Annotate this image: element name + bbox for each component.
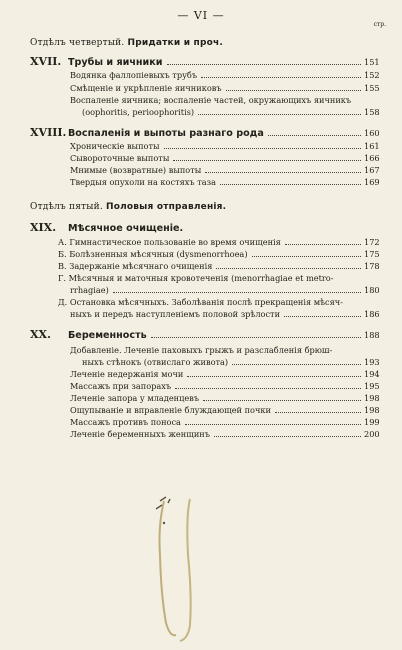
paper-stain-mark — [146, 495, 208, 643]
leader-dots — [284, 315, 361, 317]
entry-text: Г. Мѣсячныя и маточныя кровотеченія (menorrhagiae et metro- — [58, 273, 334, 283]
page-ref: 194 — [364, 369, 380, 379]
chapter-number: XVII. — [30, 55, 62, 68]
page-ref: 200 — [364, 429, 380, 439]
chapter-number: XVIII. — [30, 126, 67, 139]
toc-entry — [70, 153, 378, 163]
chapter-title: Трубы и яичники — [68, 57, 163, 68]
leader-dots — [201, 76, 361, 78]
entry-text: Леченіе запора у младенцевъ — [70, 393, 200, 403]
chapter-row — [30, 126, 378, 139]
entry-text: Леченіе недержанія мочи — [70, 369, 184, 379]
entry-text: Добавленіе. Леченіе паховыхъ грыжъ и разслабленія брюш- — [70, 345, 333, 355]
entry-text: Смѣщеніе и укрѣпленіе яичниковъ — [70, 83, 222, 93]
page-ref: 169 — [364, 177, 380, 187]
leader-dots — [187, 375, 361, 377]
entry-text: Хроническіе выпоты — [70, 141, 160, 151]
leader-dots — [232, 363, 361, 365]
leader-dots — [203, 399, 361, 401]
column-header: стр. — [373, 21, 386, 28]
entry-text: Водянка фаллопіевыхъ трубъ — [70, 70, 198, 80]
toc-entry — [70, 417, 378, 427]
entry-text: Массажъ при запорахъ — [70, 381, 172, 391]
chapter-row — [30, 221, 378, 234]
page-ref: 180 — [364, 285, 380, 295]
section-prefix: Отдѣлъ четвертый. — [30, 38, 125, 48]
entry-text: Воспаленіе яичника; воспаленіе частей, окружающихъ яичникъ — [70, 95, 352, 105]
page-ref: 161 — [364, 141, 380, 151]
toc-entry-cont — [70, 285, 378, 295]
toc-entry — [70, 165, 378, 175]
leader-dots — [167, 63, 362, 65]
chapter-title: Мѣсячное очищеніе. — [68, 223, 184, 234]
page-ref: 195 — [364, 381, 380, 391]
entry-text-cont: rrhagiae) — [70, 285, 109, 295]
entry-text-cont: ныхъ стѣнокъ (отвислаго живота) — [82, 357, 229, 367]
page-ref: 167 — [364, 165, 380, 175]
toc-entry — [70, 393, 378, 403]
toc-entry-cont — [82, 107, 378, 117]
toc-entry — [70, 369, 378, 379]
leader-dots — [175, 387, 361, 389]
page-ref: 172 — [364, 237, 380, 247]
leader-dots — [214, 435, 361, 437]
section-prefix: Отдѣлъ пятый. — [30, 202, 103, 212]
leader-dots — [185, 423, 361, 425]
entry-text: Мнимые (возвратные) выпоты — [70, 165, 202, 175]
toc-entry-cont — [82, 357, 378, 367]
leader-dots — [220, 183, 361, 185]
leader-dots — [275, 411, 361, 413]
section-name: Половыя отправленія. — [105, 202, 227, 212]
page-ref: 186 — [364, 309, 380, 319]
entry-text: В. Задержаніе мѣсячнаго очищенія — [58, 261, 213, 271]
section-title — [30, 38, 223, 48]
leader-dots — [198, 113, 361, 115]
page-ref: 158 — [364, 107, 380, 117]
toc-entry-cont — [70, 309, 378, 319]
page-ref: 152 — [364, 70, 380, 80]
leader-dots — [113, 291, 361, 293]
leader-dots — [205, 171, 361, 173]
page-ref: 178 — [364, 261, 380, 271]
leader-dots — [252, 255, 361, 257]
page-ref: 198 — [364, 405, 380, 415]
chapter-title: Воспаленія и выпоты разнаго рода — [68, 128, 264, 139]
leader-dots — [268, 134, 361, 136]
page-ref: 193 — [364, 357, 380, 367]
page-ref: 166 — [364, 153, 380, 163]
leader-dots — [285, 243, 361, 245]
page-ref: 199 — [364, 417, 380, 427]
page-ref: 188 — [364, 330, 380, 340]
leader-dots — [226, 89, 361, 91]
page-ref: 151 — [364, 57, 380, 67]
toc-entry — [70, 70, 378, 80]
chapter-row — [30, 55, 378, 68]
toc-entry — [58, 237, 378, 247]
entry-text: Твердыя опухоли на костяхъ таза — [70, 177, 216, 187]
chapter-row — [30, 328, 378, 341]
toc-entry — [70, 429, 378, 439]
page-ref: 155 — [364, 83, 380, 93]
toc-entry — [70, 83, 378, 93]
toc-entry — [70, 141, 378, 151]
entry-text: Массажъ противъ поноса — [70, 417, 181, 427]
toc-entry — [70, 177, 378, 187]
page-number: — VI — — [177, 9, 225, 22]
leader-dots — [151, 336, 361, 338]
page-ref: 175 — [364, 249, 380, 259]
entry-text: Б. Болѣзненныя мѣсячныя (dysmenorrhoea) — [58, 249, 248, 259]
entry-text: Д. Остановка мѣсячныхъ. Заболѣванія послѣ прекращенія мѣсяч- — [58, 297, 343, 307]
section-name: Придатки и проч. — [127, 38, 223, 48]
entry-text: Ощупываніе и вправленіе блуждающей почки — [70, 405, 271, 415]
chapter-number: XIX. — [30, 221, 57, 234]
leader-dots — [216, 267, 361, 269]
toc-entry — [58, 261, 378, 271]
page-ref: 160 — [364, 128, 380, 138]
leader-dots — [164, 147, 362, 149]
chapter-number: XX. — [30, 328, 51, 341]
chapter-title: Беременность — [68, 330, 147, 341]
toc-entry — [58, 249, 378, 259]
entry-text-cont: (oophoritis, perioophoritis) — [82, 107, 195, 117]
leader-dots — [173, 159, 361, 161]
section-title — [30, 202, 226, 212]
entry-text: Сывороточные выпоты — [70, 153, 170, 163]
toc-entry — [70, 405, 378, 415]
entry-text: А. Гимнастическое пользованіе во время очищенія — [58, 237, 281, 247]
toc-entry — [70, 381, 378, 391]
entry-text-cont: ныхъ и передъ наступленіемъ половой зрѣлости — [70, 309, 281, 319]
entry-text: Леченіе беременныхъ женщинъ — [70, 429, 210, 439]
page-ref: 198 — [364, 393, 380, 403]
